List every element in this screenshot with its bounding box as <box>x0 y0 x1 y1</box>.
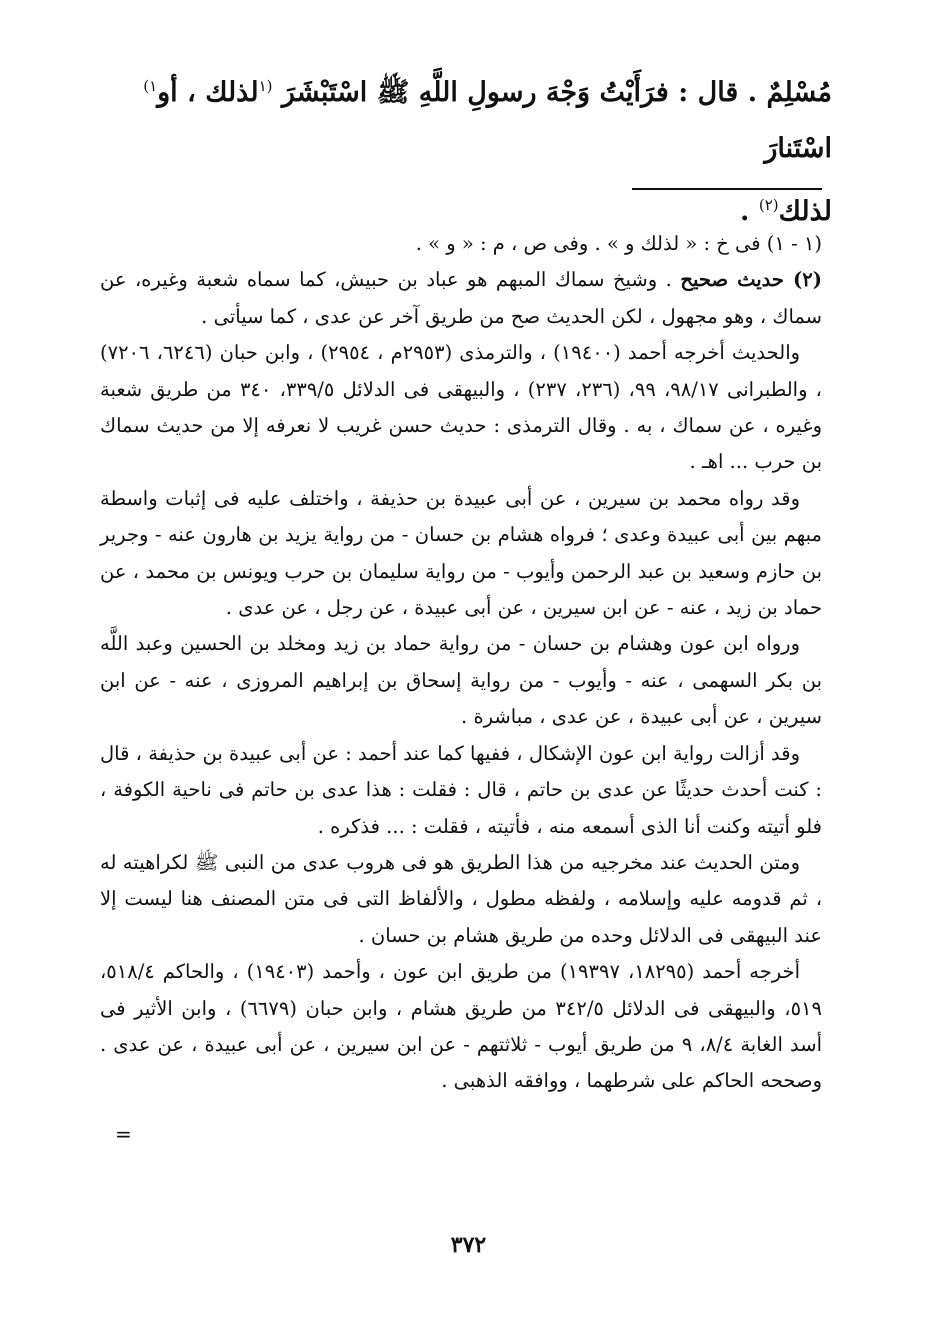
main-line1-b: لذلك ، أو <box>157 77 259 108</box>
footnote-2-text: . وشيخ سماك المبهم هو عباد بن حبيش، كما سماه شعبة وغيره، عن سماك ، وهو مجهول ، لكن الحديث صح من طريق آخر عن عدى ، كما سيأتى . <box>100 268 822 328</box>
main-line2-b: . <box>740 196 759 227</box>
footnote-marker-2: (٢) <box>758 196 779 214</box>
footnote-2-label: (٢) حديث صحيح <box>680 268 822 292</box>
footnote-2 <box>100 262 822 335</box>
main-line1-a: مُسْلِمٌ . قال : فرَأَيْتُ وَجْهَ رسولِ اللَّهِ ﷺ اسْتَبْشَرَ <box>272 77 832 108</box>
continuation-mark: = <box>115 1122 132 1146</box>
footnote-paragraph-1: والحديث أخرجه أحمد (١٩٤٠٠) ، والترمذى (٢٩٥٣م ، ٢٩٥٤) ، وابن حبان (٦٢٤٦، ٧٢٠٦) ، والطبرانى ٩٨/١٧، ٩٩، (٢٣٦، ٢٣٧) ، والبيهقى فى الدلائل ٣٣٩/٥، ٣٤٠ من طريق شعبة وغيره ، عن سماك ، به . وقال الترمذى : حديث حسن غريب لا نعرفه إلا من حديث سماك بن حرب ... اهـ . <box>100 341 822 474</box>
main-text <box>100 58 832 240</box>
footnote-divider <box>632 188 822 190</box>
footnote-1: (١ - ١) فى خ : « لذلك و » . وفى ص ، م : « و » . <box>415 232 822 255</box>
footnote-marker-1-close: ١) <box>143 77 158 95</box>
footnote-paragraph-4: وقد أزالت رواية ابن عون الإشكال ، ففيها كما عند أحمد : عن أبى عبيدة بن حذيفة ، قال : كنت أحدث حديثًا عن عدى بن حاتم ، قال : فقلت : هذا عدى بن حاتم فى ناحية الكوفة ، فلو أتيته وكنت أنا الذى أسمعه منه ، فأتيته ، فقلت : ... فذكره . <box>100 741 822 838</box>
main-text-block <box>100 58 832 240</box>
footnote-paragraph-2: وقد رواه محمد بن سيرين ، عن أبى عبيدة بن حذيفة ، واختلف عليه فى إثبات واسطة مبهم بين أبى عبيدة وعدى ؛ فرواه هشام بن حسان - من رواية يزيد بن هارون عنه - وجرير بن حازم وسعيد بن عبد الرحمن وأيوب - من رواية سليمان بن حرب ويونس بن محمد ، عن حماد بن زيد ، عنه - عن ابن سيرين ، عن أبى عبيدة ، عن رجل ، عن عدى . <box>100 486 822 620</box>
page-number: ٣٧٢ <box>450 1232 487 1258</box>
main-line1-c: اسْتَنارَ <box>764 133 832 164</box>
main-line2-a: لذلك <box>778 196 832 227</box>
footnotes-section <box>100 226 822 1100</box>
footnote-marker-1-open: (١ <box>258 77 273 95</box>
footnote-paragraph-5: ومتن الحديث عند مخرجيه من هذا الطريق هو فى هروب عدى من النبى ﷺ لكراهيته له ، ثم قدومه عليه وإسلامه ، ولفظه مطول ، والألفاظ التى فى متن المصنف هنا ليست إلا عند البيهقى فى الدلائل وحده من طريق هشام بن حسان . <box>100 850 822 947</box>
footnote-paragraph-3: ورواه ابن عون وهشام بن حسان - من رواية حماد بن زيد ومخلد بن الحسين وعبد اللَّه بن بكر السهمى ، عنه - وأيوب - من رواية إسحاق بن إبراهيم المروزى ، عنه - عن ابن سيرين ، عن أبى عبيدة ، عن عدى ، مباشرة . <box>100 632 822 729</box>
footnote-paragraph-6: أخرجه أحمد (١٨٢٩٥، ١٩٣٩٧) من طريق ابن عون ، وأحمد (١٩٤٠٣) ، والحاكم ٥١٨/٤، ٥١٩، والبيهقى فى الدلائل ٣٤٢/٥ من طريق هشام ، وابن حبان (٦٦٧٩) ، وابن الأثير فى أسد الغابة ٨/٤، ٩ من طريق أيوب - ثلاثتهم - عن ابن سيرين ، عن أبى عبيدة ، عن عدى . وصححه الحاكم على شرطهما ، ووافقه الذهبى . <box>100 960 822 1093</box>
